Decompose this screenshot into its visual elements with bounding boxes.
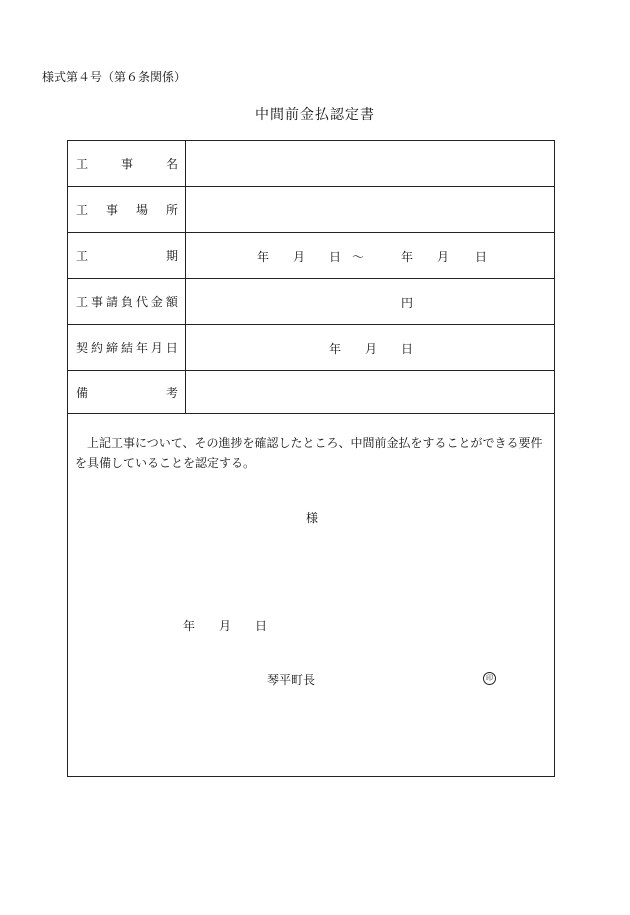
label-char: 事 [90,295,103,309]
label-char: 場 [135,203,148,217]
label-char: 工 [76,157,89,171]
value-contract-date[interactable] [186,325,554,370]
row-construction-name [68,141,554,187]
label-contract-amount [68,279,186,324]
issue-date-year: 年 [183,619,196,633]
label-char: 請 [105,295,118,309]
document-title: 中間前金払認定書 [255,107,375,123]
yen-unit: 円 [401,296,414,310]
value-construction-period[interactable] [186,233,554,278]
value-contract-amount[interactable] [186,279,554,324]
label-char: 月 [150,341,163,355]
label-char: 工 [76,295,89,309]
recipient-honorific: 様 [306,511,319,525]
value-remarks[interactable] [186,371,554,413]
contract-year: 年 [329,342,342,356]
issuer-name: 琴平町長 [267,673,316,687]
label-char: 工 [76,203,89,217]
label-char: 年 [135,341,148,355]
certification-block [68,414,554,776]
period-start-year: 年 [257,250,270,264]
label-char: 額 [165,295,178,309]
period-start-day: 日 [329,250,342,264]
value-construction-name[interactable] [186,141,554,186]
label-char: 結 [120,341,133,355]
label-construction-name [68,141,186,186]
contract-month: 月 [365,342,378,356]
row-construction-site [68,187,554,233]
label-contract-date [68,325,186,370]
label-char: 負 [120,295,133,309]
label-construction-period [68,233,186,278]
label-char: 代 [135,295,148,309]
label-char: 日 [165,341,178,355]
label-char: 約 [90,341,103,355]
period-end-month: 月 [437,250,450,264]
label-char: 金 [150,295,163,309]
row-contract-date [68,325,554,371]
period-tilde: ～ [352,250,365,264]
certification-statement: 上記工事について、その進捗を確認したところ、中間前金払をすることができる要件を具備していることを認定する。 [75,436,543,470]
form-number: 様式第４号（第６条関係） [42,70,187,84]
period-start-month: 月 [293,250,306,264]
label-char: 考 [165,385,178,400]
issue-date-day: 日 [255,619,268,633]
row-construction-period [68,233,554,279]
period-end-year: 年 [401,250,414,264]
label-char: 所 [165,203,178,217]
label-construction-site [68,187,186,232]
contract-day: 日 [401,342,414,356]
period-end-day: 日 [475,250,488,264]
row-contract-amount [68,279,554,325]
label-char: 事 [120,157,133,171]
label-char: 契 [76,341,89,355]
value-construction-site[interactable] [186,187,554,232]
issue-date-month: 月 [219,619,232,633]
label-remarks [68,371,186,413]
label-char: 期 [165,249,178,263]
label-char: 締 [105,341,118,355]
seal-mark: 印 [483,672,496,685]
row-remarks [68,371,554,414]
label-char: 工 [76,249,89,263]
label-char: 備 [76,385,89,400]
label-char: 名 [165,157,178,171]
certificate-sheet [67,140,555,777]
label-char: 事 [105,203,118,217]
